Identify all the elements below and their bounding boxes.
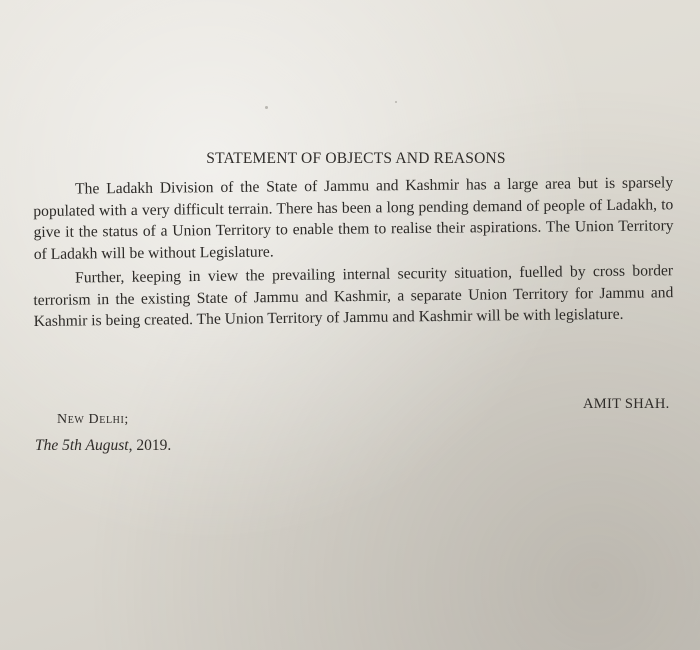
place-name: New Delhi; <box>57 412 129 427</box>
signatory-name: AMIT SHAH. <box>583 396 670 412</box>
document-heading: STATEMENT OF OBJECTS AND REASONS <box>206 150 506 167</box>
paragraph-ladakh: The Ladakh Division of the State of Jammu and Kashmir has a large area but is sparsely populated with a very difficult terrain. There has been a long pending demand of people of Ladakh, to give it the status of a Union Territory to enable them to realise their aspirations. The Union Territory of Ladakh will be without Legislature. <box>33 174 674 263</box>
date-year: , 2019. <box>128 437 172 454</box>
paragraph-jammu-kashmir: Further, keeping in view the prevailing internal security situation, fuelled by cross border terrorism in the existing State of Jammu and Kashmir, a separate Union Territory for Jammu and Kashmir is being created. The Union Territory of Jammu and Kashmir will be with legislature. <box>33 262 674 330</box>
paper-speck <box>395 101 397 103</box>
date-day-month: The 5th August <box>35 437 129 454</box>
document-date <box>35 437 171 455</box>
paper-speck <box>265 106 268 109</box>
